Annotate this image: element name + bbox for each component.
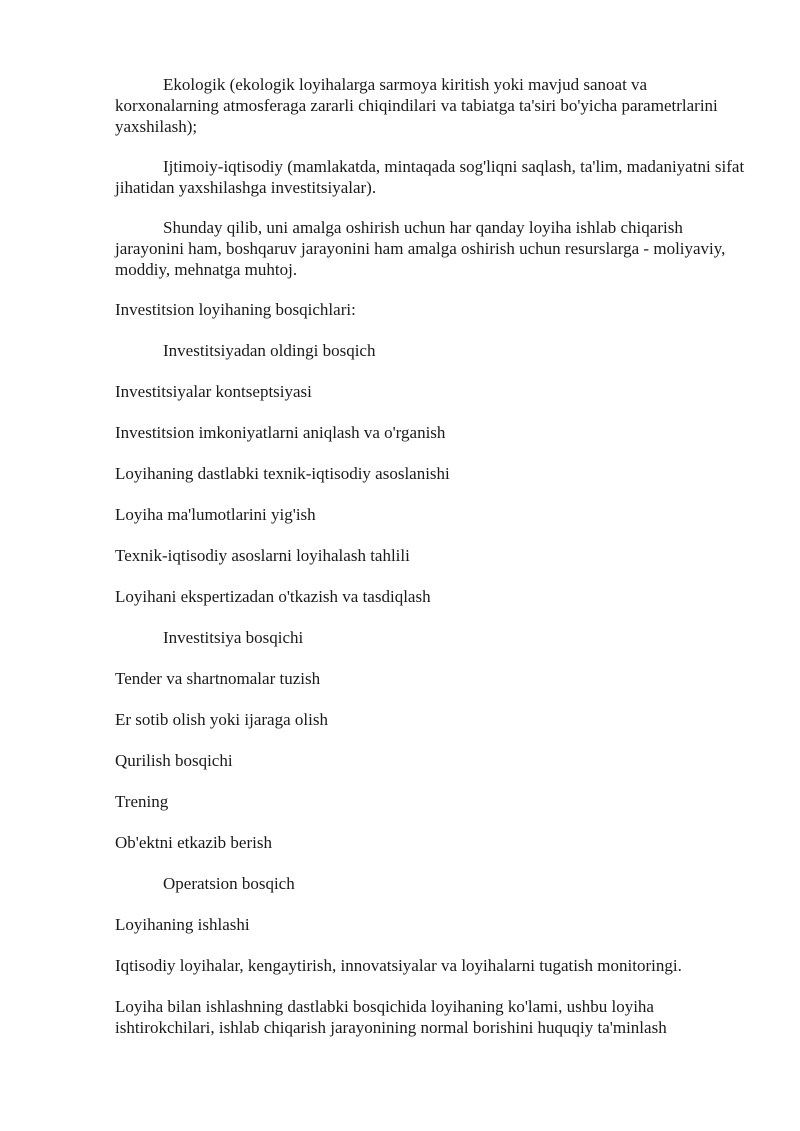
list-item: Investitsion imkoniyatlarni aniqlash va o'rganish [115, 423, 446, 442]
stage-heading-operational: Operatsion bosqich [163, 874, 295, 893]
list-item: Loyihani ekspertizadan o'tkazish va tasdiqlash [115, 587, 431, 606]
paragraph-initial-stage: Loyiha bilan ishlashning dastlabki bosqichida loyihaning ko'lami, ushbu loyiha ishtirokchilari, ishlab chiqarish jarayonining normal borishini huquqiy ta'minlash [115, 997, 667, 1037]
stage-heading-pre-investment: Investitsiyadan oldingi bosqich [163, 341, 376, 360]
list-item: Qurilish bosqichi [115, 751, 233, 770]
paragraph-ecological: Ekologik (ekologik loyihalarga sarmoya kiritish yoki mavjud sanoat va korxonalarning atmosferaga zararli chiqindilari va tabiatga ta'siri bo'yicha parametrlarini yaxshilash); [115, 75, 718, 136]
list-item: Investitsiyalar kontseptsiyasi [115, 382, 312, 401]
paragraph-socio-economic: Ijtimoiy-iqtisodiy (mamlakatda, mintaqada sog'liqni saqlash, ta'lim, madaniyatni sifat jihatidan yaxshilashga investitsiyalar). [115, 157, 745, 197]
list-item: Loyiha ma'lumotlarini yig'ish [115, 505, 316, 524]
section-heading-stages: Investitsion loyihaning bosqichlari: [115, 300, 356, 319]
list-item: Er sotib olish yoki ijaraga olish [115, 710, 328, 729]
list-item: Loyihaning dastlabki texnik-iqtisodiy asoslanishi [115, 464, 450, 483]
list-item: Tender va shartnomalar tuzish [115, 669, 321, 688]
paragraph-resources: Shunday qilib, uni amalga oshirish uchun har qanday loyiha ishlab chiqarish jarayonini ham, boshqaruv jarayonini ham amalga oshirish uchun resurslarga - moliyaviy, moddiy, mehnatga muhtoj. [115, 218, 726, 279]
list-item: Trening [115, 792, 169, 811]
stage-heading-investment: Investitsiya bosqichi [163, 628, 304, 647]
document-body [115, 74, 755, 1038]
list-item: Iqtisodiy loyihalar, kengaytirish, innovatsiyalar va loyihalarni tugatish monitoringi. [115, 956, 682, 975]
list-item: Texnik-iqtisodiy asoslarni loyihalash tahlili [115, 546, 410, 565]
list-item: Loyihaning ishlashi [115, 915, 250, 934]
list-item: Ob'ektni etkazib berish [115, 833, 272, 852]
